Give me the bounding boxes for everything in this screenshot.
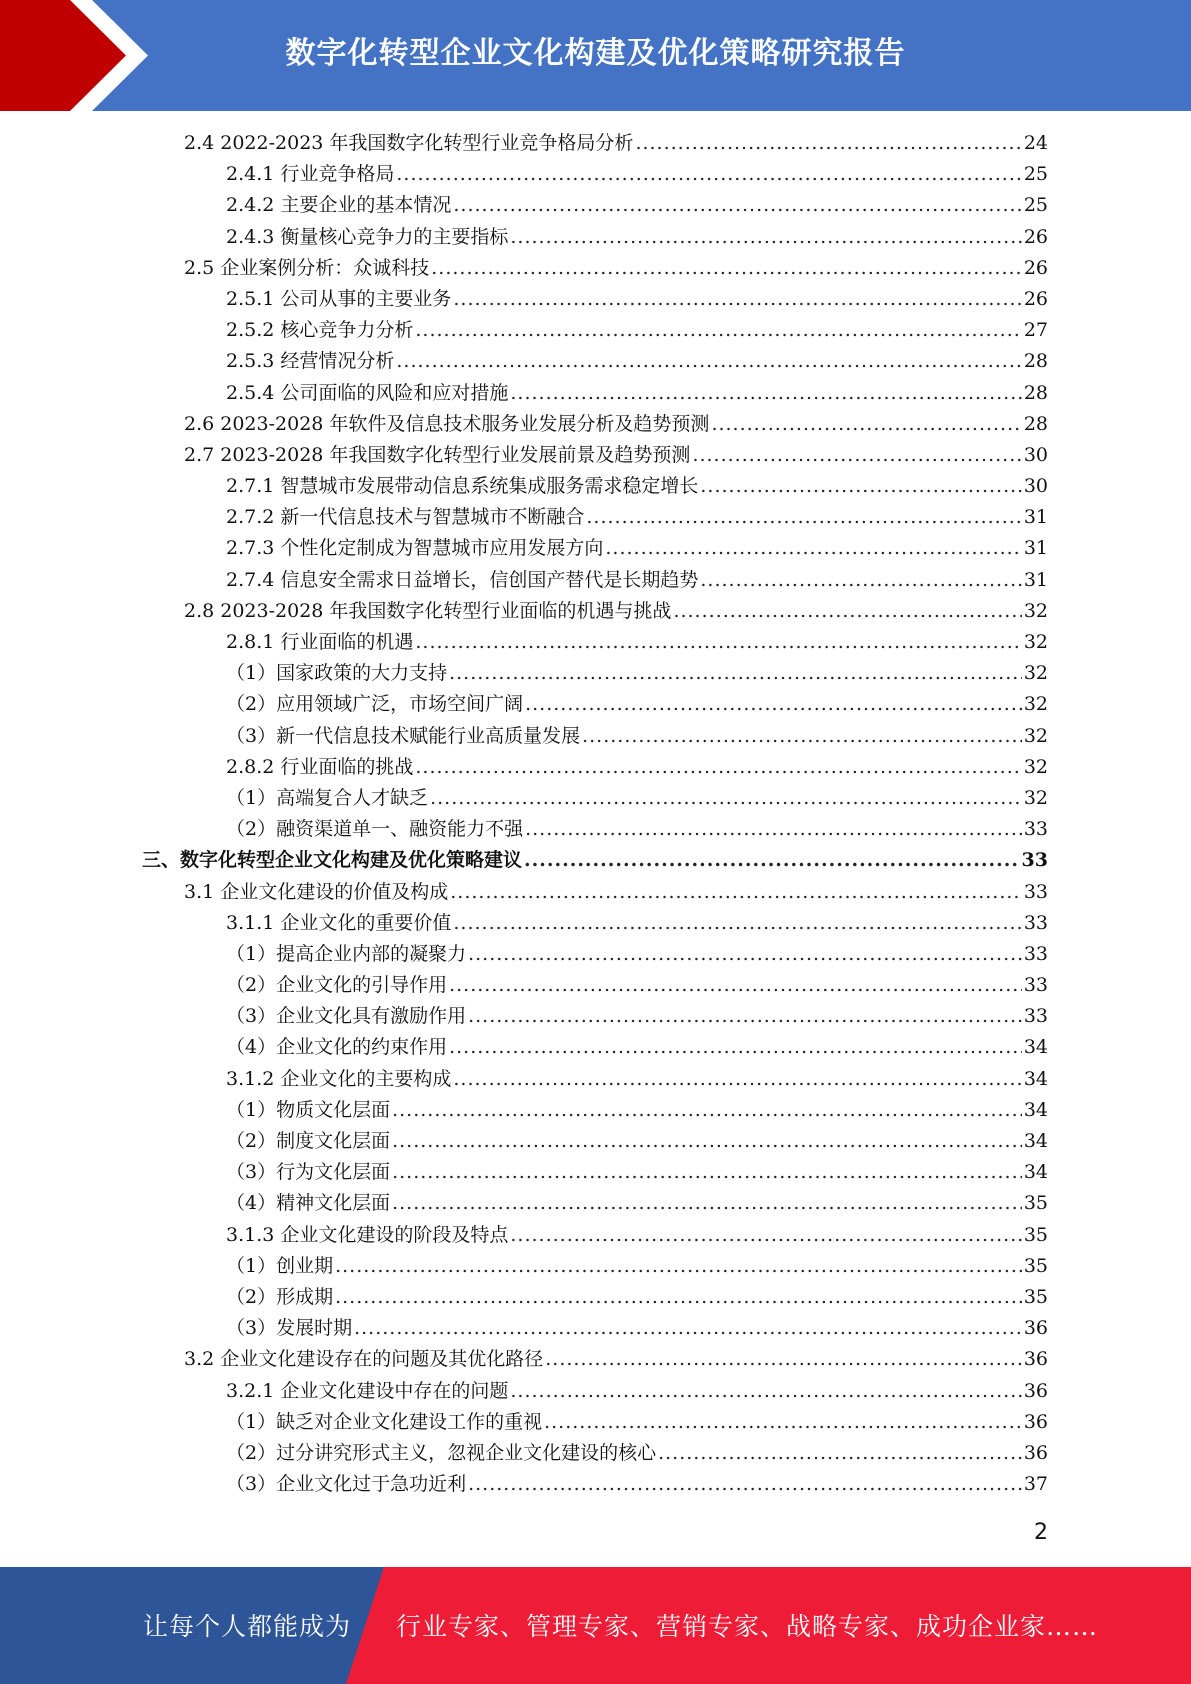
toc-entry-page: 30 — [1023, 443, 1048, 466]
toc-entry-page: 33 — [1023, 911, 1048, 934]
toc-entry-label: 3.2 企业文化建设存在的问题及其优化路径 — [184, 1348, 544, 1371]
toc-entry-page: 32 — [1023, 755, 1048, 778]
toc-entry[interactable] — [0, 128, 1191, 159]
toc-dot-leader — [392, 1095, 1022, 1126]
toc-entry-label: （1）缺乏对企业文化建设工作的重视 — [226, 1410, 543, 1433]
toc-entry-label: （1）创业期 — [226, 1254, 334, 1277]
toc-entry-page: 35 — [1023, 1285, 1048, 1308]
toc-dot-leader — [525, 689, 1022, 720]
toc-entry-page: 36 — [1023, 1379, 1048, 1402]
toc-entry-page: 26 — [1023, 225, 1048, 248]
toc-dot-leader — [525, 814, 1022, 845]
toc-entry-label: 2.5 企业案例分析：众诚科技 — [184, 256, 430, 279]
toc-dot-leader — [510, 1220, 1021, 1251]
toc-entry-label: （2）融资渠道单一、融资能力不强 — [226, 818, 524, 841]
footer-slogan-right: 行业专家、管理专家、营销专家、战略专家、成功企业家…… — [396, 1612, 1099, 1641]
toc-dot-leader — [449, 1032, 1022, 1063]
toc-dot-leader — [468, 1001, 1022, 1032]
toc-entry[interactable] — [0, 533, 1191, 564]
toc-entry-label: （3）企业文化具有激励作用 — [226, 1005, 467, 1028]
toc-dot-leader — [415, 752, 1021, 783]
toc-entry-page: 36 — [1023, 1441, 1048, 1464]
toc-entry-label: （4）企业文化的约束作用 — [226, 1036, 448, 1059]
toc-entry-label: 3.1 企业文化建设的价值及构成 — [184, 880, 449, 903]
toc-entry-page: 34 — [1023, 1098, 1048, 1121]
toc-entry-label: 3.2.1 企业文化建设中存在的问题 — [226, 1379, 509, 1402]
toc-entry[interactable] — [0, 1188, 1191, 1219]
toc-entry[interactable] — [0, 1220, 1191, 1251]
toc-entry-page: 35 — [1023, 1192, 1048, 1215]
toc-dot-leader — [392, 1188, 1022, 1219]
toc-entry-page: 33 — [1023, 1005, 1048, 1028]
toc-entry-label: （2）过分讲究形式主义，忽视企业文化建设的核心 — [226, 1441, 657, 1464]
toc-entry[interactable] — [0, 658, 1191, 689]
toc-entry-label: 2.7.3 个性化定制成为智慧城市应用发展方向 — [226, 537, 604, 560]
toc-entry-label: （3）行为文化层面 — [226, 1161, 391, 1184]
toc-entry[interactable] — [0, 222, 1191, 253]
toc-entry[interactable] — [0, 315, 1191, 346]
toc-entry-page: 25 — [1023, 194, 1048, 217]
toc-entry-label: （2）企业文化的引导作用 — [226, 974, 448, 997]
toc-dot-leader — [673, 596, 1021, 627]
toc-entry-page: 32 — [1023, 662, 1048, 685]
toc-entry[interactable] — [0, 1469, 1191, 1500]
table-of-contents — [0, 128, 1191, 1500]
toc-dot-leader — [468, 1469, 1022, 1500]
toc-entry-label: 3.1.1 企业文化的重要价值 — [226, 911, 452, 934]
toc-entry-label: 2.4.3 衡量核心竞争力的主要指标 — [226, 225, 509, 248]
page-number: 2 — [1034, 1520, 1048, 1545]
page-header — [0, 0, 1191, 111]
toc-entry-page: 37 — [1023, 1473, 1048, 1496]
toc-entry-label: （3）新一代信息技术赋能行业高质量发展 — [226, 724, 581, 747]
toc-entry-label: 2.5.3 经营情况分析 — [226, 350, 395, 373]
toc-entry-label: （1）提高企业内部的凝聚力 — [226, 942, 467, 965]
toc-entry-page: 36 — [1023, 1348, 1048, 1371]
toc-entry-page: 31 — [1023, 568, 1048, 591]
toc-entry-label: 2.4 2022-2023 年我国数字化转型行业竞争格局分析 — [184, 132, 634, 154]
toc-entry-page: 33 — [1021, 849, 1048, 872]
toc-dot-leader — [450, 877, 1022, 908]
toc-entry[interactable] — [0, 1064, 1191, 1095]
toc-entry-label: 2.7.1 智慧城市发展带动信息系统集成服务需求稳定增长 — [226, 475, 699, 498]
toc-entry[interactable] — [0, 752, 1191, 783]
toc-entry-label: 2.4.1 行业竞争格局 — [226, 163, 395, 186]
toc-entry-label: 2.8.1 行业面临的机遇 — [226, 631, 414, 653]
toc-entry-label: 2.7.2 新一代信息技术与智慧城市不断融合 — [226, 506, 585, 529]
toc-entry-page: 32 — [1023, 631, 1048, 653]
toc-entry-label: （1）物质文化层面 — [226, 1098, 391, 1121]
toc-entry-label: （3）企业文化过于急功近利 — [226, 1473, 467, 1496]
toc-entry[interactable] — [0, 689, 1191, 720]
toc-entry-page: 32 — [1023, 786, 1048, 809]
toc-dot-leader — [700, 565, 1021, 596]
toc-dot-leader — [449, 658, 1022, 689]
toc-entry-page: 34 — [1023, 1161, 1048, 1184]
toc-dot-leader — [524, 845, 1020, 876]
toc-dot-leader — [392, 1157, 1022, 1188]
toc-entry-label: （1）国家政策的大力支持 — [226, 662, 448, 685]
toc-entry[interactable] — [0, 502, 1191, 533]
toc-entry-label: （4）精神文化层面 — [226, 1192, 391, 1215]
toc-entry-page: 27 — [1023, 319, 1048, 342]
toc-entry-label: 2.6 2023-2028 年软件及信息技术服务业发展分析及趋势预测 — [184, 412, 710, 435]
toc-entry-page: 32 — [1023, 693, 1048, 716]
toc-entry-label: 2.8 2023-2028 年我国数字化转型行业面临的机遇与挑战 — [184, 599, 672, 622]
toc-entry[interactable] — [0, 845, 1191, 876]
toc-entry-page: 30 — [1023, 475, 1048, 498]
toc-entry-page: 33 — [1023, 818, 1048, 841]
toc-dot-leader — [396, 159, 1021, 190]
toc-entry[interactable] — [0, 159, 1191, 190]
report-title: 数字化转型企业文化构建及优化策略研究报告 — [285, 36, 906, 71]
toc-entry[interactable] — [0, 721, 1191, 752]
toc-dot-leader — [700, 471, 1021, 502]
toc-entry-label: 2.4.2 主要企业的基本情况 — [226, 194, 452, 217]
toc-entry[interactable] — [0, 814, 1191, 845]
toc-dot-leader — [430, 783, 1022, 814]
toc-entry-page: 33 — [1023, 942, 1048, 965]
toc-entry[interactable] — [0, 1032, 1191, 1063]
toc-dot-leader — [354, 1313, 1022, 1344]
toc-entry[interactable] — [0, 1313, 1191, 1344]
toc-entry[interactable] — [0, 1282, 1191, 1313]
toc-entry[interactable] — [0, 1001, 1191, 1032]
toc-dot-leader — [510, 222, 1021, 253]
toc-entry[interactable] — [0, 1438, 1191, 1469]
toc-entry[interactable] — [0, 378, 1191, 409]
toc-entry[interactable] — [0, 1157, 1191, 1188]
toc-entry[interactable] — [0, 346, 1191, 377]
toc-entry-page: 26 — [1023, 287, 1048, 310]
toc-entry[interactable] — [0, 1126, 1191, 1157]
toc-entry-label: 2.5.4 公司面临的风险和应对措施 — [226, 381, 509, 404]
toc-entry-page: 32 — [1023, 599, 1048, 622]
toc-dot-leader — [510, 378, 1021, 409]
toc-entry-page: 28 — [1023, 412, 1048, 435]
toc-entry[interactable] — [0, 627, 1191, 658]
toc-entry-page: 28 — [1023, 350, 1048, 373]
toc-entry-label: （3）发展时期 — [226, 1317, 353, 1340]
toc-entry-label: 3.1.3 企业文化建设的阶段及特点 — [226, 1223, 509, 1246]
toc-entry-label: 2.7.4 信息安全需求日益增长，信创国产替代是长期趋势 — [226, 568, 699, 591]
toc-dot-leader — [692, 440, 1021, 471]
toc-dot-leader — [453, 284, 1021, 315]
toc-entry-page: 24 — [1023, 132, 1048, 154]
toc-entry-page: 36 — [1023, 1317, 1048, 1340]
toc-entry-page: 26 — [1023, 256, 1048, 279]
toc-dot-leader — [453, 908, 1021, 939]
toc-entry[interactable] — [0, 409, 1191, 440]
toc-entry-page: 28 — [1023, 381, 1048, 404]
toc-entry-page: 31 — [1023, 506, 1048, 529]
toc-entry[interactable] — [0, 1251, 1191, 1282]
toc-dot-leader — [468, 939, 1022, 970]
toc-entry-page: 35 — [1023, 1254, 1048, 1277]
toc-entry[interactable] — [0, 1407, 1191, 1438]
toc-entry-page: 32 — [1023, 724, 1048, 747]
toc-dot-leader — [658, 1438, 1022, 1469]
toc-dot-leader — [415, 315, 1021, 346]
toc-entry[interactable] — [0, 565, 1191, 596]
toc-entry-label: 2.8.2 行业面临的挑战 — [226, 755, 414, 778]
toc-entry-label: 2.5.2 核心竞争力分析 — [226, 319, 414, 342]
toc-dot-leader — [635, 128, 1021, 159]
toc-dot-leader — [392, 1126, 1022, 1157]
toc-entry[interactable] — [0, 253, 1191, 284]
toc-entry-label: 2.7 2023-2028 年我国数字化转型行业发展前景及趋势预测 — [184, 443, 691, 466]
toc-dot-leader — [711, 409, 1021, 440]
toc-dot-leader — [415, 627, 1021, 658]
toc-entry[interactable] — [0, 877, 1191, 908]
toc-dot-leader — [586, 502, 1021, 533]
toc-entry[interactable] — [0, 939, 1191, 970]
toc-dot-leader — [449, 970, 1022, 1001]
toc-dot-leader — [545, 1344, 1022, 1375]
toc-entry-page: 33 — [1023, 974, 1048, 997]
toc-dot-leader — [396, 346, 1021, 377]
toc-entry[interactable] — [0, 1095, 1191, 1126]
toc-entry[interactable] — [0, 596, 1191, 627]
toc-entry-label: 2.5.1 公司从事的主要业务 — [226, 287, 452, 310]
toc-entry[interactable] — [0, 440, 1191, 471]
toc-entry[interactable] — [0, 190, 1191, 221]
page-footer — [0, 1567, 1191, 1684]
toc-entry-page: 31 — [1023, 537, 1048, 560]
toc-entry[interactable] — [0, 1344, 1191, 1375]
toc-entry[interactable] — [0, 970, 1191, 1001]
toc-entry-label: （2）应用领域广泛，市场空间广阔 — [226, 693, 524, 716]
toc-entry-label: 3.1.2 企业文化的主要构成 — [226, 1067, 452, 1090]
toc-dot-leader — [582, 721, 1022, 752]
toc-entry-page: 34 — [1023, 1130, 1048, 1152]
toc-entry-page: 25 — [1023, 163, 1048, 186]
toc-dot-leader — [431, 253, 1022, 284]
toc-dot-leader — [335, 1251, 1022, 1282]
toc-entry[interactable] — [0, 908, 1191, 939]
toc-entry[interactable] — [0, 1376, 1191, 1407]
toc-entry-label: 三、数字化转型企业文化构建及优化策略建议 — [142, 849, 523, 872]
toc-entry-page: 33 — [1023, 880, 1048, 903]
toc-entry-page: 35 — [1023, 1223, 1048, 1246]
toc-entry-page: 36 — [1023, 1410, 1048, 1433]
toc-entry-label: （2）形成期 — [226, 1285, 334, 1308]
toc-entry[interactable] — [0, 783, 1191, 814]
toc-dot-leader — [510, 1376, 1021, 1407]
footer-slogan-left: 让每个人都能成为 — [143, 1612, 352, 1641]
toc-dot-leader — [605, 533, 1021, 564]
toc-dot-leader — [544, 1407, 1022, 1438]
toc-entry-label: （1）高端复合人才缺乏 — [226, 786, 429, 809]
toc-dot-leader — [453, 190, 1021, 221]
toc-entry[interactable] — [0, 284, 1191, 315]
toc-entry-page: 34 — [1023, 1067, 1048, 1090]
toc-entry[interactable] — [0, 471, 1191, 502]
toc-entry-label: （2）制度文化层面 — [226, 1130, 391, 1152]
toc-entry-page: 34 — [1023, 1036, 1048, 1059]
toc-dot-leader — [453, 1064, 1021, 1095]
toc-dot-leader — [335, 1282, 1022, 1313]
